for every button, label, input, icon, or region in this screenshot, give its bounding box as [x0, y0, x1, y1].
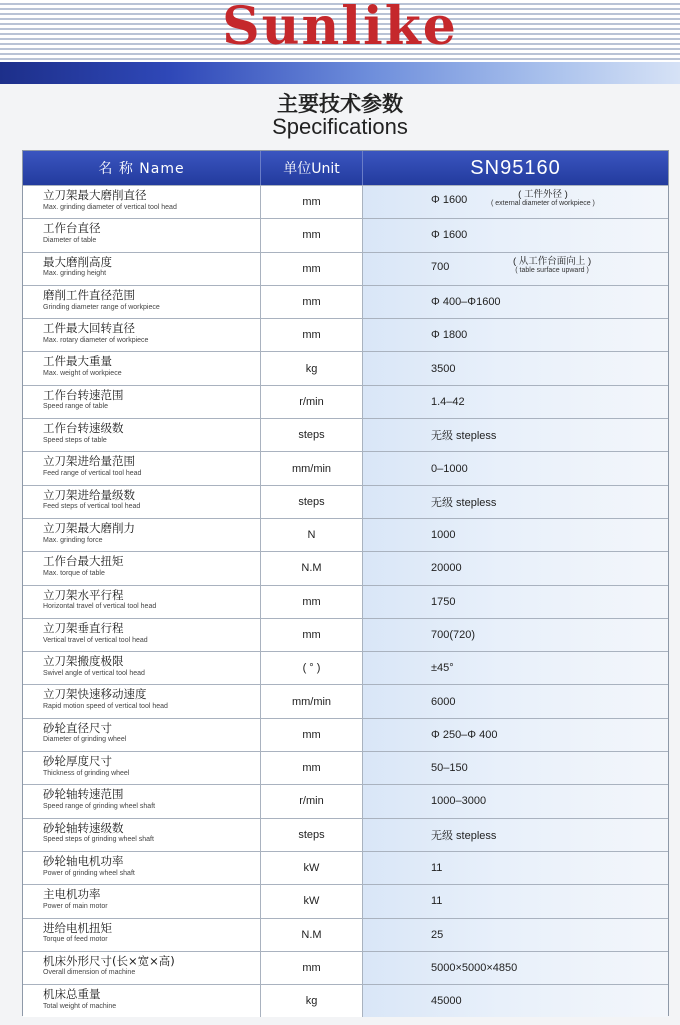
spec-value-cell: [363, 852, 668, 884]
spec-note-en: ( table surface upward ): [515, 266, 589, 274]
spec-name-en: Speed range of table: [43, 403, 108, 411]
spec-value: 20000: [431, 562, 462, 575]
spec-name-cn: 立刀架垂直行程: [43, 620, 124, 635]
spec-name-cn: 砂轮直径尺寸: [43, 720, 112, 735]
spec-unit: mm: [261, 286, 363, 318]
spec-value: 5000×5000×4850: [431, 961, 518, 974]
spec-name-cn: 工作台直径: [43, 221, 101, 236]
spec-name-cn: 立刀架搬度极限: [43, 654, 124, 669]
spec-name-cn: 最大磨削高度: [43, 254, 112, 269]
spec-name-en: Speed steps of table: [43, 436, 107, 444]
spec-name-cn: 立刀架进给量范围: [43, 454, 135, 469]
table-row: [23, 351, 668, 384]
spec-value: 1000–3000: [431, 795, 487, 808]
table-row: [23, 518, 668, 551]
spec-value-cell: [363, 586, 668, 618]
spec-value-cell: [363, 752, 668, 784]
spec-value: 1750: [431, 595, 456, 608]
spec-name-en: Grinding diameter range of workpiece: [43, 303, 160, 311]
spec-value: 无级 stepless: [431, 496, 497, 509]
spec-note-cn: ( 工件外径 ): [518, 189, 568, 200]
spec-unit: mm: [261, 186, 363, 218]
spec-name-en: Feed steps of vertical tool head: [43, 503, 141, 511]
spec-value: 11: [431, 862, 443, 875]
spec-name-cell: [23, 586, 261, 618]
spec-value: 3500: [431, 362, 456, 375]
spec-unit: steps: [261, 819, 363, 851]
spec-value-cell: [363, 519, 668, 551]
spec-value-cell: [363, 186, 668, 218]
spec-value: 6000: [431, 695, 456, 708]
spec-value: 700(720): [431, 629, 476, 641]
spec-name-en: Feed range of vertical tool head: [43, 470, 142, 478]
spec-unit: kW: [261, 852, 363, 884]
table-row: [23, 285, 668, 318]
spec-name-cell: [23, 685, 261, 717]
spec-unit: r/min: [261, 785, 363, 817]
table-row: [23, 618, 668, 651]
spec-name-cell: [23, 253, 261, 285]
spec-name-en: Max. rotary diameter of workpiece: [43, 336, 149, 344]
spec-name-cell: [23, 186, 261, 218]
spec-name-en: Power of grinding wheel shaft: [43, 869, 135, 877]
table-row: [23, 818, 668, 851]
spec-value-cell: [363, 219, 668, 251]
spec-note-en: ( external diameter of workpiece ): [491, 200, 595, 208]
spec-name-en: Diameter of table: [43, 236, 97, 244]
spec-value: Φ 250–Φ 400: [431, 728, 498, 741]
spec-unit: N: [261, 519, 363, 551]
header-model: SN95160: [470, 156, 561, 179]
spec-value-cell: [363, 352, 668, 384]
spec-note-cn: ( 从工作台面向上 ): [513, 255, 592, 267]
table-row: [23, 851, 668, 884]
spec-unit: mm/min: [261, 452, 363, 484]
spec-name-en: Diameter of grinding wheel: [43, 736, 127, 744]
page-title-en: Specifications: [272, 114, 408, 139]
spec-name-cn: 工作台最大扭矩: [43, 554, 124, 569]
spec-name-cn: 砂轮轴转速级数: [43, 820, 124, 835]
spec-name-cn: 立刀架最大磨削力: [43, 520, 135, 535]
spec-name-cn: 机床总重量: [43, 987, 101, 1002]
spec-name-cn: 工件最大重量: [43, 354, 112, 369]
spec-name-en: Horizontal travel of vertical tool head: [43, 603, 157, 611]
spec-value: Φ 1600: [431, 194, 468, 206]
spec-name-en: Max. torque of table: [43, 569, 105, 577]
spec-name-en: Power of main motor: [43, 902, 108, 910]
spec-name-cell: [23, 619, 261, 651]
spec-name-cn: 工件最大回转直径: [43, 321, 135, 336]
spec-name-cell: [23, 785, 261, 817]
spec-name-cell: [23, 885, 261, 917]
table-row: [23, 684, 668, 717]
spec-value-cell: [363, 286, 668, 318]
spec-name-cn: 立刀架进给量级数: [43, 487, 135, 502]
spec-name-cn: 工作台转速级数: [43, 421, 124, 436]
spec-name-cn: 主电机功率: [43, 887, 101, 902]
spec-name-cell: [23, 319, 261, 351]
spec-value-cell: [363, 919, 668, 951]
spec-note: [513, 256, 591, 276]
header-band: [0, 62, 680, 84]
spec-name-en: Speed range of grinding wheel shaft: [43, 802, 156, 810]
spec-name-cn: 立刀架快速移动速度: [43, 687, 147, 702]
spec-value: Φ 1800: [431, 329, 468, 342]
header-name: 名 称 Name: [23, 151, 261, 185]
spec-name-en: Rapid motion speed of vertical tool head: [43, 703, 168, 711]
spec-name-cn: 砂轮轴电机功率: [43, 853, 124, 868]
spec-unit: mm: [261, 752, 363, 784]
spec-name-cell: [23, 352, 261, 384]
spec-unit: N.M: [261, 919, 363, 951]
spec-value-cell: [363, 885, 668, 917]
table-row: [23, 252, 668, 285]
spec-name-cn: 立刀架水平行程: [43, 587, 124, 602]
table-row: [23, 451, 668, 484]
table-row: [23, 751, 668, 784]
spec-value: Φ 1600: [431, 229, 468, 242]
table-row: [23, 318, 668, 351]
spec-note: [491, 189, 595, 209]
spec-value-cell: [363, 419, 668, 451]
spec-name-cell: [23, 952, 261, 984]
spec-value: 1000: [431, 529, 456, 542]
table-row: [23, 951, 668, 984]
spec-value-cell: [363, 952, 668, 984]
spec-name-cn: 进给电机扭矩: [43, 920, 112, 935]
table-row: [23, 651, 668, 684]
spec-value-cell: [363, 452, 668, 484]
spec-name-cell: [23, 919, 261, 951]
spec-value: 25: [431, 928, 444, 941]
spec-name-en: Max. weight of workpiece: [43, 370, 122, 378]
table-body: [23, 185, 668, 1017]
spec-value: 无级 stepless: [431, 430, 497, 443]
spec-name-cn: 机床外形尺寸(长×宽×高): [43, 953, 175, 968]
spec-name-cell: [23, 752, 261, 784]
spec-value-cell: [363, 685, 668, 717]
spec-name-cell: [23, 552, 261, 584]
spec-unit: steps: [261, 486, 363, 518]
table-row: [23, 585, 668, 618]
table-row: [23, 918, 668, 951]
table-row: [23, 718, 668, 751]
spec-name-en: Torque of feed motor: [43, 936, 108, 944]
spec-name-cell: [23, 519, 261, 551]
spec-name-cell: [23, 386, 261, 418]
spec-name-cn: 工作台转速范围: [43, 387, 124, 402]
spec-name-en: Max. grinding height: [43, 270, 107, 278]
spec-name-cn: 砂轮厚度尺寸: [43, 754, 112, 769]
brand-logo: Sunlike: [222, 0, 458, 57]
table-row: [23, 784, 668, 817]
spec-name-cell: [23, 985, 261, 1017]
spec-name-cell: [23, 219, 261, 251]
spec-name-cell: [23, 652, 261, 684]
spec-unit: kW: [261, 885, 363, 917]
spec-name-cell: [23, 286, 261, 318]
spec-value: 无级 stepless: [431, 829, 497, 842]
spec-value: ±45°: [431, 662, 454, 675]
spec-name-cell: [23, 419, 261, 451]
table-row: [23, 485, 668, 518]
spec-unit: ( ° ): [261, 652, 363, 684]
spec-value-cell: [363, 319, 668, 351]
spec-name-en: Swivel angle of vertical tool head: [43, 669, 145, 677]
spec-unit: mm: [261, 719, 363, 751]
spec-unit: mm: [261, 619, 363, 651]
table-row: [23, 551, 668, 584]
spec-unit: steps: [261, 419, 363, 451]
spec-name-en: Max. grinding force: [43, 536, 103, 544]
spec-value: 50–150: [431, 762, 468, 775]
spec-unit: N.M: [261, 552, 363, 584]
spec-value-cell: [363, 552, 668, 584]
header-stripes: [0, 0, 680, 62]
spec-value-cell: [363, 719, 668, 751]
spec-value-cell: [363, 486, 668, 518]
table-row: [23, 218, 668, 251]
spec-value-cell: [363, 819, 668, 851]
spec-name-cell: [23, 486, 261, 518]
spec-value: 45000: [431, 995, 462, 1008]
spec-value-cell: [363, 985, 668, 1017]
spec-value-cell: [363, 253, 668, 285]
spec-name-cn: 磨削工件直径范围: [43, 287, 135, 302]
spec-value-cell: [363, 386, 668, 418]
spec-name-cell: [23, 819, 261, 851]
spec-unit: kg: [261, 985, 363, 1017]
spec-unit: mm: [261, 219, 363, 251]
spec-name-en: Max. grinding diameter of vertical tool head: [43, 203, 177, 211]
spec-unit: mm/min: [261, 685, 363, 717]
spec-value: 0–1000: [431, 462, 468, 475]
spec-unit: mm: [261, 319, 363, 351]
spec-unit: mm: [261, 952, 363, 984]
table-row: [23, 418, 668, 451]
table-header: [23, 151, 668, 185]
spec-value: 700: [431, 260, 450, 273]
spec-value: 11: [431, 895, 443, 908]
spec-unit: r/min: [261, 386, 363, 418]
spec-value: 1.4–42: [431, 395, 465, 408]
table-row: [23, 385, 668, 418]
spec-value-cell: [363, 619, 668, 651]
spec-value-cell: [363, 785, 668, 817]
spec-name-cell: [23, 719, 261, 751]
spec-name-en: Thickness of grinding wheel: [43, 769, 130, 777]
spec-value: Φ 400–Φ1600: [431, 296, 501, 309]
table-row: [23, 884, 668, 917]
spec-table: [22, 150, 669, 1016]
spec-name-cell: [23, 852, 261, 884]
spec-name-cn: 砂轮轴转速范围: [43, 787, 124, 802]
spec-value-cell: [363, 652, 668, 684]
spec-name-en: Speed steps of grinding wheel shaft: [43, 836, 154, 844]
spec-unit: kg: [261, 352, 363, 384]
spec-name-en: Overall dimension of machine: [43, 969, 136, 977]
spec-name-cn: 立刀架最大磨削直径: [43, 188, 147, 202]
spec-unit: mm: [261, 586, 363, 618]
spec-unit: mm: [261, 253, 363, 285]
table-row: [23, 984, 668, 1017]
header-unit: 单位Unit: [261, 151, 363, 185]
spec-name-en: Total weight of machine: [43, 1002, 117, 1010]
spec-name-en: Vertical travel of vertical tool head: [43, 636, 148, 644]
page-title-cn: 主要技术参数: [277, 92, 403, 116]
spec-name-cell: [23, 452, 261, 484]
table-row: [23, 185, 668, 218]
